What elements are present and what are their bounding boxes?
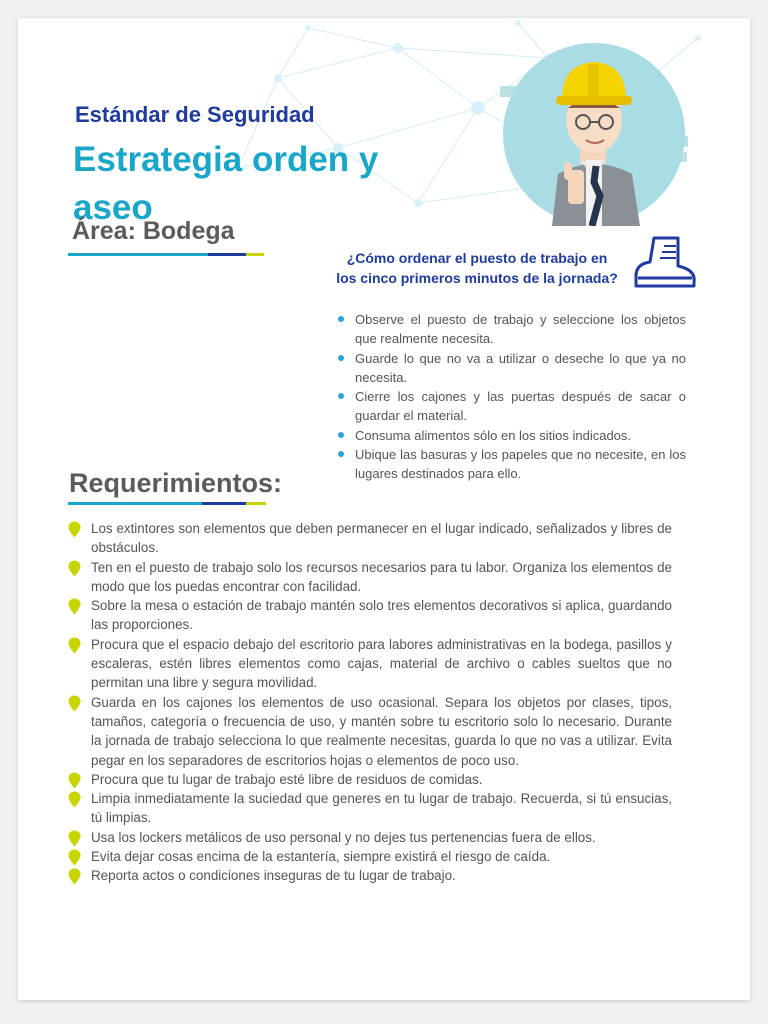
list-item: Procura que tu lugar de trabajo esté libre de residuos de comidas. xyxy=(68,770,672,789)
yellow-pin-icon xyxy=(68,830,81,847)
bullet-dot-icon xyxy=(338,393,344,399)
list-item: Guarda en los cajones los elementos de uso ocasional. Separa los objetos por clases, tipos, tamaños, categoría o frecuencia de uso, y mantén sobre tu escritorio solo lo necesario. Durante la jornada de trabajo selecciona lo que realmente necesitas, guarda lo que no vas a utilizar. Evita pegar en los separadores de escritorios hojas o elementos de poco uso. xyxy=(68,693,672,770)
yellow-pin-icon xyxy=(68,849,81,866)
question-steps-list xyxy=(336,310,686,484)
list-item: Cierre los cajones y las puertas después de sacar o guardar el material. xyxy=(336,387,686,426)
list-item: Ubique las basuras y los papeles que no necesite, en los lugares destinados para ello. xyxy=(336,445,686,484)
list-item: Procura que el espacio debajo del escritorio para labores administrativas en la bodega, pasillos y escaleras, estén libres elementos como cajas, material de archivo o cables sueltos que no permitan una libre y segura movilidad. xyxy=(68,635,672,693)
list-item: Guarde lo que no va a utilizar o deseche lo que ya no necesita. xyxy=(336,349,686,388)
list-item: Evita dejar cosas encima de la estantería, siempre existirá el riesgo de caída. xyxy=(68,847,672,866)
list-item: Los extintores son elementos que deben permanecer en el lugar indicado, señalizados y libres de obstáculos. xyxy=(68,519,672,558)
yellow-pin-icon xyxy=(68,521,81,538)
requirements-heading: Requerimientos: xyxy=(69,468,283,498)
bullet-dot-icon xyxy=(338,432,344,438)
bullet-dot-icon xyxy=(338,355,344,361)
requirements-underline-lime xyxy=(246,502,266,505)
safety-worker-avatar xyxy=(500,42,688,226)
yellow-pin-icon xyxy=(68,695,81,712)
list-item: Consuma alimentos sólo en los sitios indicados. xyxy=(336,426,686,445)
document-title: Estrategia orden y aseo xyxy=(73,140,379,227)
document-page xyxy=(18,18,750,1000)
list-item: Limpia inmediatamente la suciedad que generes en tu lugar de trabajo. Recuerda, si tú ensucias, tú limpias. xyxy=(68,789,672,828)
question-heading: ¿Cómo ordenar el puesto de trabajo en los cinco primeros minutos de la jornada? xyxy=(336,250,618,286)
yellow-pin-icon xyxy=(68,560,81,577)
bullet-dot-icon xyxy=(338,451,344,457)
yellow-pin-icon xyxy=(68,772,81,789)
list-item: Ten en el puesto de trabajo solo los recursos necesarios para tu labor. Organiza los elementos de modo que los puedas encontrar con facilidad. xyxy=(68,558,672,597)
list-item: Sobre la mesa o estación de trabajo mantén solo tres elementos decorativos si aplica, guardando las proporciones. xyxy=(68,596,672,635)
area-heading: Área: Bodega xyxy=(72,217,235,245)
safety-boot-icon xyxy=(630,232,698,292)
area-underline-teal xyxy=(68,253,208,256)
area-underline-lime xyxy=(246,253,264,256)
area-underline-blue xyxy=(208,253,246,256)
yellow-pin-icon xyxy=(68,598,81,615)
yellow-pin-icon xyxy=(68,868,81,885)
requirements-underline-teal xyxy=(68,502,202,505)
bullet-dot-icon xyxy=(338,316,344,322)
requirements-list xyxy=(68,519,672,886)
list-item: Reporta actos o condiciones inseguras de tu lugar de trabajo. xyxy=(68,866,672,885)
requirements-underline-blue xyxy=(202,502,246,505)
list-item: Usa los lockers metálicos de uso personal y no dejes tus pertenencias fuera de ellos. xyxy=(68,828,672,847)
yellow-pin-icon xyxy=(68,637,81,654)
document-subtitle: Estándar de Seguridad xyxy=(75,102,315,127)
yellow-pin-icon xyxy=(68,791,81,808)
list-item: Observe el puesto de trabajo y seleccione los objetos que realmente necesita. xyxy=(336,310,686,349)
